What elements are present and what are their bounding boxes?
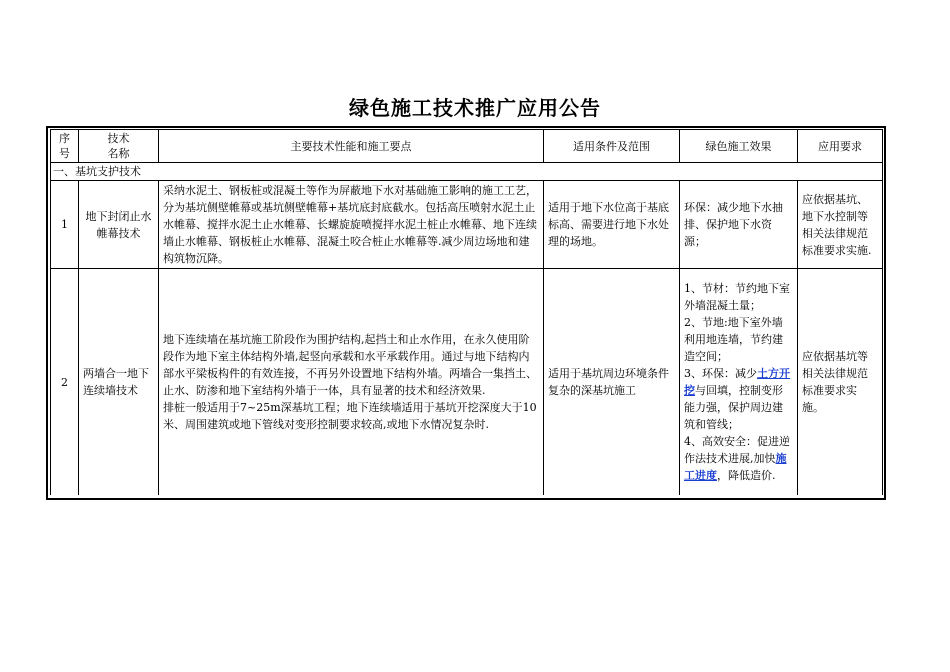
header-name-top: 技术 [107, 132, 130, 145]
earthwork-link[interactable]: 土方开挖 [684, 367, 790, 397]
effect-text: 4、高效安全：促进逆作法技术进展,加快 [684, 435, 790, 465]
header-performance: 主要技术性能和施工要点 [159, 130, 544, 163]
row-requirements: 应依据基坑、地下水控制等相关法律规范标准要求实施. [798, 181, 883, 269]
table-row [51, 181, 883, 269]
technology-table [50, 129, 883, 495]
row-seq: 2 [51, 269, 79, 496]
table-header-row [51, 130, 883, 163]
category-row [51, 163, 883, 181]
header-seq-top: 序 [59, 132, 70, 145]
header-conditions: 适用条件及范围 [544, 130, 680, 163]
category-label: 一、基坑支护技术 [51, 163, 883, 181]
effect-item [684, 365, 793, 433]
effect-text: 与回填，控制变形能力强，保护周边建筑和管线； [684, 384, 783, 431]
table-row [51, 269, 883, 496]
performance-paragraph: 地下连续墙在基坑施工阶段作为围护结构,起挡土和止水作用，在永久使用阶段作为地下室主体结构外墙,起竖向承载和水平承载作用。通过与地下结构内部水平梁板构件的有效连接，不再另外设置地下结构外墙。两墙合一集挡土、止水、防渗和地下室结构外墙于一体，具有显著的技术和经济效果. [163, 333, 537, 397]
row-requirements: 应依据基坑等相关法律规范标准要求实施。 [798, 269, 883, 496]
row-name: 两墙合一地下连续墙技术 [79, 269, 159, 496]
header-requirements: 应用要求 [798, 130, 883, 163]
effect-item: 2、节地:地下室外墙利用地连墙，节约建造空间； [684, 316, 783, 363]
row-conditions: 适用于地下水位高于基底标高、需要进行地下水处理的场地。 [544, 181, 680, 269]
row-effect: 环保：减少地下水抽排、保护地下水资源； [680, 181, 798, 269]
row-seq: 1 [51, 181, 79, 269]
effect-text: ，降低造价. [717, 469, 776, 482]
header-effect: 绿色施工效果 [680, 130, 798, 163]
effect-item: 1、节材：节约地下室外墙混凝土量； [684, 282, 790, 312]
effect-item [684, 433, 793, 484]
page-title: 绿色施工技术推广应用公告 [349, 96, 601, 120]
header-name-bottom: 名称 [107, 147, 130, 160]
construction-progress-link[interactable]: 施工进度 [684, 452, 787, 482]
row-name: 地下封闭止水帷幕技术 [79, 181, 159, 269]
row-performance [159, 269, 544, 496]
performance-paragraph: 排桩一般适用于7~25m深基坑工程；地下连续墙适用于基坑开挖深度大于10米、周围建筑或地下管线对变形控制要求较高,或地下水情况复杂时. [163, 401, 537, 431]
row-performance: 采纳水泥土、钢板桩或混凝土等作为屏蔽地下水对基础施工影响的施工工艺，分为基坑侧壁帷幕或基坑侧壁帷幕+基坑底封底截水。包括高压喷射水泥土止水帷幕、搅拌水泥土止水帷幕、长螺旋旋喷搅拌水泥土桩止水帷幕、地下连续墙止水帷幕、钢板桩止水帷幕、混凝土咬合桩止水帷幕等.减少周边场地和建构筑物沉降。 [159, 181, 544, 269]
header-seq-bottom: 号 [59, 147, 70, 160]
header-name [79, 130, 159, 163]
effect-text: 3、环保：减少 [684, 367, 757, 380]
row-conditions: 适用于基坑周边环境条件复杂的深基坑施工 [544, 269, 680, 496]
header-seq [51, 130, 79, 163]
row-effect [680, 269, 798, 496]
